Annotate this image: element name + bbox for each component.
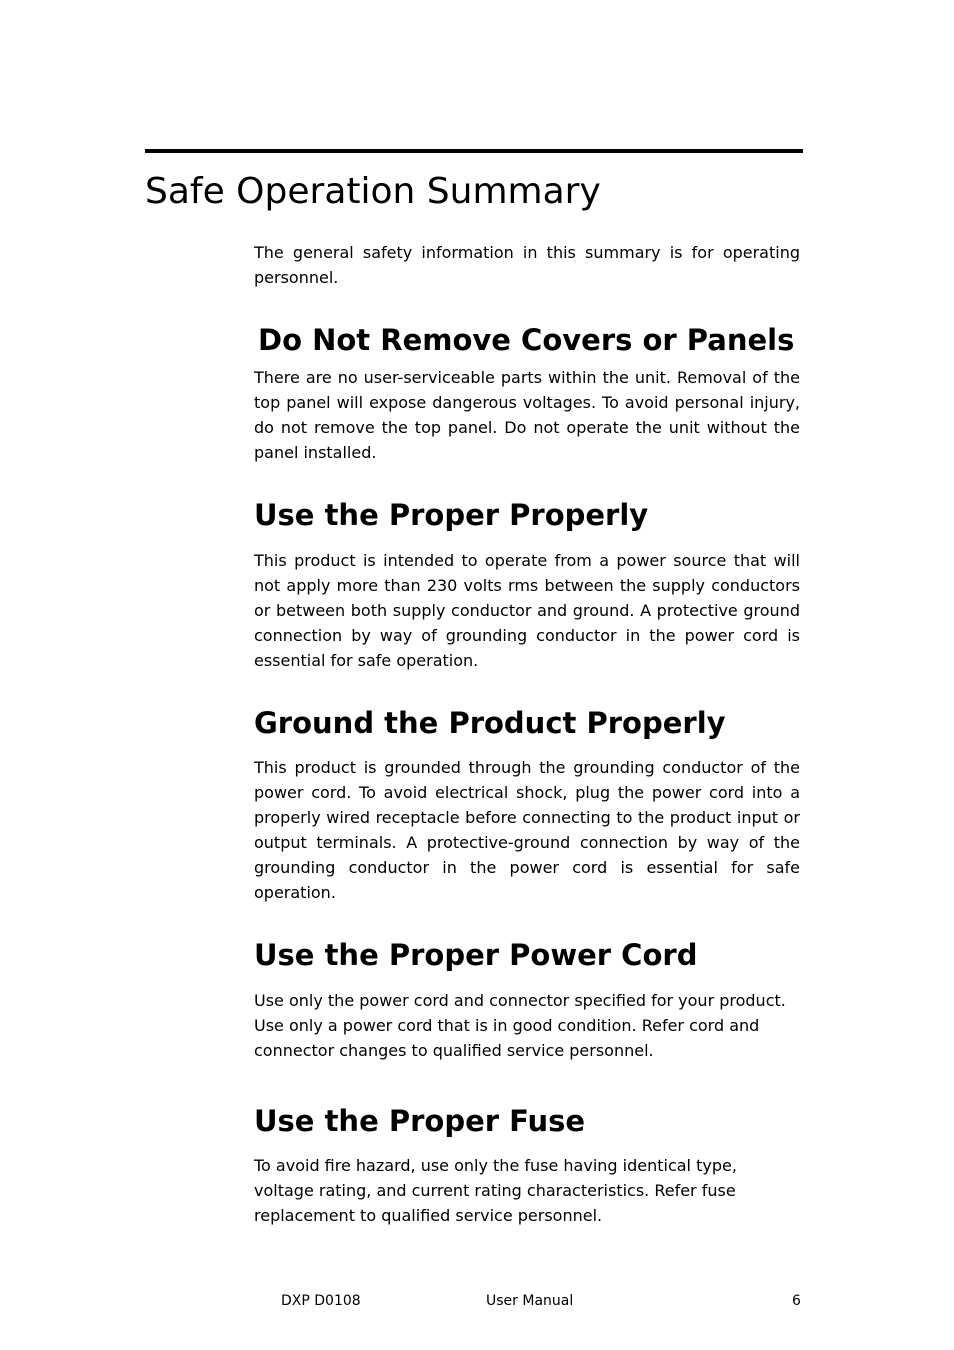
intro-paragraph: The general safety information in this summary is for operating personnel. xyxy=(254,243,800,287)
title-rule xyxy=(145,149,803,153)
footer-doc-title: User Manual xyxy=(486,1293,574,1309)
section-body-proper-properly: This product is intended to operate from a power source that will not apply more than 230 volts rms between the supply conductors or between both supply conductor and ground. A protective ground connection by way of grounding conductor in the power cord is essential for safe operation. xyxy=(254,551,800,670)
section-heading-proper-properly: Use the Proper Properly xyxy=(254,498,649,532)
section-body-fuse: To avoid fire hazard, use only the fuse having identical type, voltage rating, and current rating characteristics. Refer fuse replacement to qualified service personnel. xyxy=(254,1156,737,1225)
footer-model: DXP D0108 xyxy=(281,1293,361,1309)
section-heading-covers: Do Not Remove Covers or Panels xyxy=(258,323,795,357)
section-heading-power-cord: Use the Proper Power Cord xyxy=(254,938,698,972)
section-heading-ground: Ground the Product Properly xyxy=(254,706,726,740)
section-heading-fuse: Use the Proper Fuse xyxy=(254,1104,586,1138)
section-body-power-cord: Use only the power cord and connector specified for your product. Use only a power cord that is in good condition. Refer cord and connector changes to qualified service personnel. xyxy=(254,991,786,1060)
section-body-covers: There are no user-serviceable parts within the unit. Removal of the top panel will expose dangerous voltages. To avoid personal injury, do not remove the top panel. Do not operate the unit without the panel installed. xyxy=(254,368,800,462)
footer-page-number: 6 xyxy=(792,1293,801,1309)
page-title: Safe Operation Summary xyxy=(145,171,601,212)
section-body-ground: This product is grounded through the grounding conductor of the power cord. To avoid electrical shock, plug the power cord into a properly wired receptacle before connecting to the product input or output terminals. A protective-ground connection by way of the grounding conductor in the power cord is essential for safe operation. xyxy=(254,758,800,902)
